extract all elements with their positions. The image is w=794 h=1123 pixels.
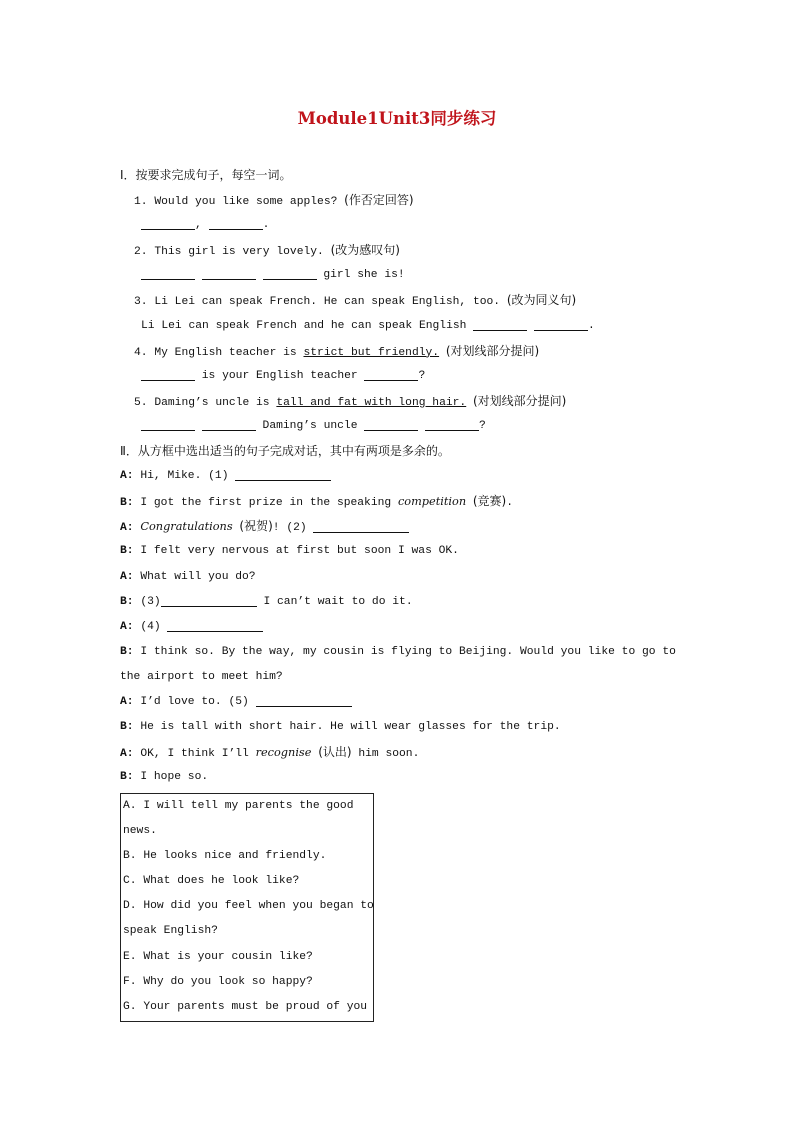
text-line — [0, 590, 794, 615]
speaker-label: B: — [120, 771, 134, 784]
answer-blank[interactable] — [425, 416, 479, 431]
text-line — [0, 439, 794, 464]
text-segment — [256, 269, 263, 281]
text-line — [0, 464, 794, 489]
answer-blank[interactable] — [364, 416, 418, 431]
text-segment: I hope so. — [133, 771, 209, 784]
answer-blank[interactable] — [209, 215, 263, 230]
answer-blank[interactable] — [313, 518, 409, 533]
text-segment: (作否定回答) — [344, 193, 414, 208]
speaker-label: B: — [120, 721, 134, 734]
exercise-body — [0, 163, 794, 790]
text-line — [0, 565, 794, 590]
text-segment: I can’t wait to do it. — [256, 595, 413, 608]
speaker-label: B: — [120, 545, 134, 558]
option-line: news. — [123, 825, 157, 838]
text-line — [0, 690, 794, 715]
text-segment: ? — [479, 419, 486, 432]
answer-blank[interactable] — [141, 215, 195, 230]
text-segment: I’d love to. (5) — [133, 695, 256, 708]
speaker-label: A: — [120, 620, 134, 633]
answer-blank[interactable] — [141, 265, 195, 280]
text-segment: (祝贺) — [239, 519, 273, 534]
options-box — [120, 793, 374, 1022]
text-line — [0, 364, 794, 389]
text-segment — [466, 397, 473, 409]
answer-blank[interactable] — [167, 617, 263, 632]
text-segment: Daming’s uncle — [255, 419, 365, 432]
text-segment: (改为感叹句) — [330, 243, 400, 258]
text-segment: ? — [418, 369, 426, 382]
text-segment: OK, I think I’ll — [133, 748, 256, 761]
text-segment: (对划线部分提问) — [472, 393, 567, 408]
text-segment: recognise — [255, 746, 312, 760]
speaker-label: B: — [120, 497, 134, 510]
option-line: speak English? — [123, 925, 218, 938]
text-segment: (4) — [133, 620, 168, 633]
answer-blank[interactable] — [364, 366, 418, 381]
text-line — [0, 339, 794, 364]
answer-blank[interactable] — [534, 316, 588, 331]
answer-blank[interactable] — [141, 416, 195, 431]
option-line: F. Why do you look so happy? — [123, 975, 313, 988]
text-segment: I got the first prize in the speaking — [133, 497, 398, 510]
text-segment: (3) — [133, 595, 161, 608]
text-segment: 2. This girl is very lovely. — [134, 246, 331, 259]
text-line — [0, 163, 794, 188]
text-line — [0, 715, 794, 740]
answer-blank[interactable] — [263, 265, 317, 280]
text-segment: Ⅱ．从方框中选出适当的句子完成对话，其中有两项是多余的。 — [120, 444, 450, 459]
text-line — [0, 288, 794, 313]
text-segment — [439, 347, 446, 359]
answer-blank[interactable] — [473, 316, 527, 331]
speaker-label: A: — [120, 695, 134, 708]
answer-blank[interactable] — [202, 416, 256, 431]
text-segment: What will you do? — [133, 570, 256, 583]
option-line: B. He looks nice and friendly. — [123, 850, 327, 863]
text-segment — [418, 420, 425, 432]
text-line — [0, 514, 794, 539]
text-segment: (改为同义句) — [506, 293, 577, 308]
answer-blank[interactable] — [256, 692, 352, 707]
text-line — [0, 640, 794, 665]
text-segment: I think so. By the way, my cousin is flying to Beijing. Would you like to go to — [133, 645, 676, 658]
answer-blank[interactable] — [161, 592, 257, 607]
speaker-label: B: — [120, 595, 134, 608]
text-line — [0, 740, 794, 765]
answer-blank[interactable] — [141, 366, 195, 381]
text-segment: (竞赛) — [472, 494, 507, 509]
text-segment: Li Lei can speak French and he can speak English — [141, 319, 474, 332]
option-line: C. What does he look like? — [123, 875, 300, 888]
text-segment: 3. Li Lei can speak French. He can speak English, too. — [134, 296, 507, 309]
text-line — [0, 314, 794, 339]
speaker-label: A: — [120, 522, 134, 535]
text-segment: ! (2) — [272, 522, 314, 535]
text-line — [0, 389, 794, 414]
text-segment — [195, 269, 202, 281]
text-line — [0, 615, 794, 640]
text-segment: him soon. — [351, 748, 420, 761]
option-line: G. Your parents must be proud of you — [123, 1000, 368, 1013]
text-segment: , — [195, 219, 209, 232]
text-segment: (认出) — [318, 745, 352, 760]
text-segment: is your English teacher — [195, 369, 365, 382]
speaker-label: A: — [120, 748, 134, 761]
text-segment: . — [262, 219, 270, 232]
text-line — [0, 665, 794, 690]
answer-blank[interactable] — [202, 265, 256, 280]
text-segment: Ⅰ．按要求完成句子，每空一词。 — [120, 168, 292, 182]
text-line — [0, 263, 794, 288]
text-segment: girl she is! — [316, 269, 405, 282]
page-title: Module1Unit3同步练习 — [297, 109, 497, 128]
speaker-label: B: — [120, 645, 134, 658]
text-segment: the airport to meet him? — [120, 670, 283, 683]
text-line — [0, 489, 794, 514]
text-segment — [527, 320, 534, 332]
text-segment: I felt very nervous at first but soon I was OK. — [133, 545, 459, 558]
text-line — [0, 238, 794, 263]
text-segment: competition — [397, 495, 467, 509]
text-line — [0, 414, 794, 439]
option-line: D. How did you feel when you began to — [123, 900, 374, 913]
text-line — [0, 213, 794, 238]
text-segment: (对划线部分提问) — [445, 343, 540, 358]
text-segment — [195, 420, 202, 432]
text-segment: . — [506, 497, 514, 510]
option-line: A. I will tell my parents the good — [123, 800, 354, 812]
option-line: E. What is your cousin like? — [123, 950, 313, 963]
speaker-label: A: — [120, 470, 134, 483]
text-line — [0, 188, 794, 213]
text-segment: 5. Daming’s uncle is — [134, 396, 277, 409]
underlined-text: tall and fat with long hair. — [276, 396, 467, 409]
text-segment: 1. Would you like some apples? — [134, 196, 345, 209]
text-segment: Hi, Mike. (1) — [133, 470, 236, 483]
speaker-label: A: — [120, 570, 134, 583]
text-segment: He is tall with short hair. He will wear glasses for the trip. — [133, 721, 561, 734]
text-line — [0, 539, 794, 564]
text-segment: Congratulations — [140, 520, 233, 534]
text-segment: . — [587, 319, 595, 332]
underlined-text: strict but friendly. — [303, 346, 440, 359]
answer-blank[interactable] — [235, 466, 331, 481]
text-segment — [466, 497, 473, 509]
text-line — [0, 765, 794, 790]
text-segment: 4. My English teacher is — [134, 346, 304, 359]
